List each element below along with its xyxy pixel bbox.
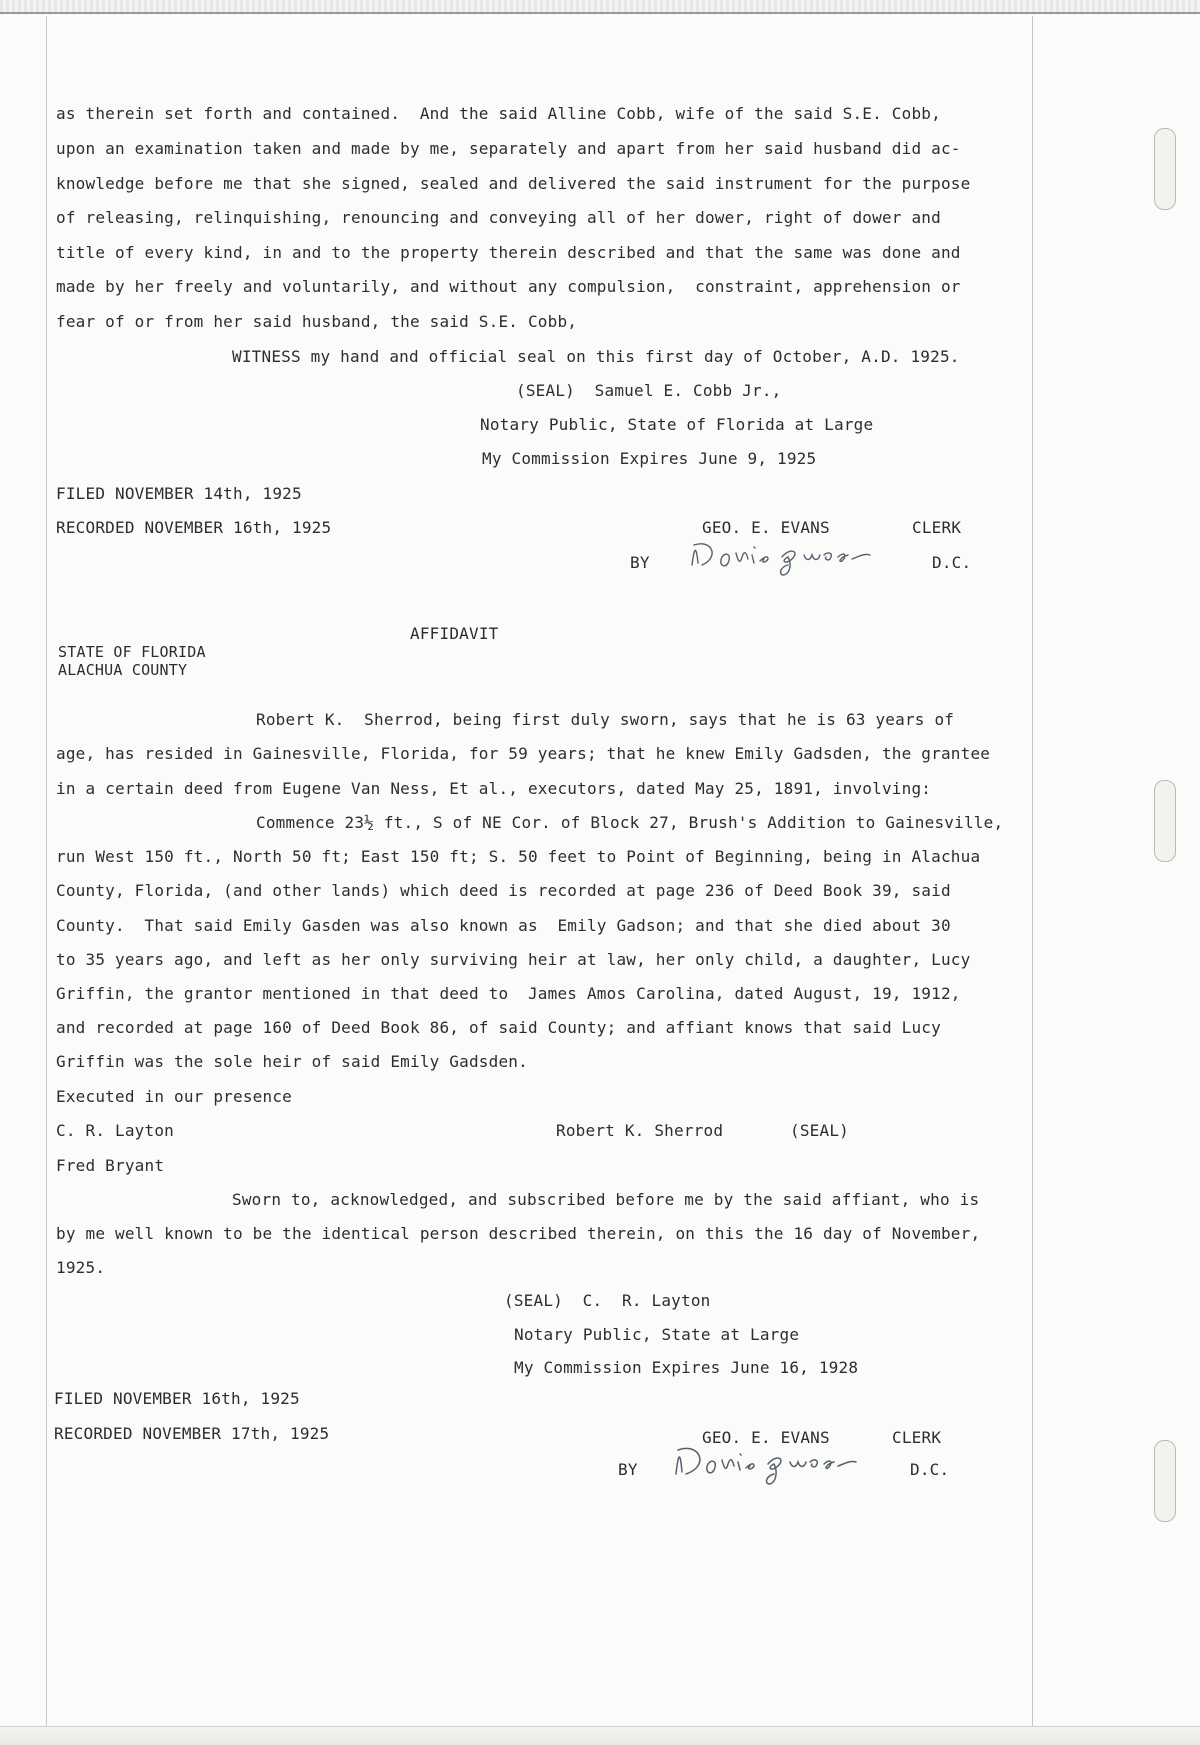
filed-date: FILED NOVEMBER 16th, 1925 xyxy=(54,1389,300,1408)
witness-name: C. R. Layton xyxy=(56,1121,174,1140)
paragraph-line: title of every kind, in and to the property therein described and that the same was done and xyxy=(56,243,961,262)
notary-commission: My Commission Expires June 9, 1925 xyxy=(482,449,817,468)
left-margin-rule xyxy=(46,16,47,1728)
top-border xyxy=(0,0,1200,14)
clerk-title: CLERK xyxy=(892,1428,942,1447)
notary-seal-name: (SEAL) C. R. Layton xyxy=(504,1291,711,1310)
paragraph-line: fear of or from her said husband, the said S.E. Cobb, xyxy=(56,312,578,331)
affiant-seal: (SEAL) xyxy=(790,1121,849,1140)
paragraph-line: made by her freely and voluntarily, and without any compulsion, constraint, apprehension or xyxy=(56,277,961,296)
executed-line: Executed in our presence xyxy=(56,1087,292,1106)
county-label: ALACHUA COUNTY xyxy=(58,661,188,679)
paragraph-line: Griffin was the sole heir of said Emily Gadsden. xyxy=(56,1052,528,1071)
notary-seal-name: (SEAL) Samuel E. Cobb Jr., xyxy=(516,381,782,400)
notary-commission: My Commission Expires June 16, 1928 xyxy=(514,1358,859,1377)
paragraph-line: Robert K. Sherrod, being first duly sworn, says that he is 63 years of xyxy=(256,710,955,729)
handwritten-signature xyxy=(670,1440,870,1492)
affidavit-heading: AFFIDAVIT xyxy=(410,624,499,643)
paragraph-line: and recorded at page 160 of Deed Book 86, of said County; and affiant knows that said Lucy xyxy=(56,1018,941,1037)
page-bottom-edge xyxy=(0,1726,1200,1745)
notary-title: Notary Public, State at Large xyxy=(514,1325,800,1344)
by-label: BY xyxy=(618,1460,638,1479)
paragraph-line: County, Florida, (and other lands) which deed is recorded at page 236 of Deed Book 39, said xyxy=(56,881,951,900)
paragraph-line: age, has resided in Gainesville, Florida, for 59 years; that he knew Emily Gadsden, the grantee xyxy=(56,744,991,763)
jurat-line: 1925. xyxy=(56,1258,106,1277)
notary-title: Notary Public, State of Florida at Large xyxy=(480,415,874,434)
right-margin-rule xyxy=(1032,16,1033,1728)
clerk-title: CLERK xyxy=(912,518,962,537)
handwritten-signature xyxy=(686,535,886,579)
punch-hole-icon xyxy=(1154,128,1176,210)
paragraph-line: Griffin, the grantor mentioned in that deed to James Amos Carolina, dated August, 19, 1912, xyxy=(56,984,961,1003)
punch-hole-icon xyxy=(1154,1440,1176,1522)
paragraph-line: of releasing, relinquishing, renouncing and conveying all of her dower, right of dower and xyxy=(56,208,941,227)
paragraph-line: upon an examination taken and made by me, separately and apart from her said husband did ac- xyxy=(56,139,961,158)
recorded-date: RECORDED NOVEMBER 17th, 1925 xyxy=(54,1424,330,1443)
deputy-clerk-label: D.C. xyxy=(910,1460,950,1479)
affiant-name: Robert K. Sherrod xyxy=(556,1121,724,1140)
paragraph-line: Commence 23½ ft., S of NE Cor. of Block 27, Brush's Addition to Gainesville, xyxy=(256,813,1004,832)
paragraph-line: knowledge before me that she signed, sealed and delivered the said instrument for the purpose xyxy=(56,174,971,193)
paragraph-line: run West 150 ft., North 50 ft; East 150 ft; S. 50 feet to Point of Beginning, being in Alachua xyxy=(56,847,981,866)
paragraph-line: in a certain deed from Eugene Van Ness, Et al., executors, dated May 25, 1891, involving: xyxy=(56,779,932,798)
filed-date: FILED NOVEMBER 14th, 1925 xyxy=(56,484,302,503)
recorded-date: RECORDED NOVEMBER 16th, 1925 xyxy=(56,518,332,537)
deputy-clerk-label: D.C. xyxy=(932,553,972,572)
clerk-name: GEO. E. EVANS xyxy=(702,518,830,537)
paragraph-line: to 35 years ago, and left as her only surviving heir at law, her only child, a daughter, Lucy xyxy=(56,950,971,969)
paragraph-line: as therein set forth and contained. And the said Alline Cobb, wife of the said S.E. Cobb, xyxy=(56,104,941,123)
jurat-line: by me well known to be the identical person described therein, on this the 16 day of November, xyxy=(56,1224,981,1243)
witness-line: WITNESS my hand and official seal on this first day of October, A.D. 1925. xyxy=(232,347,960,366)
punch-hole-icon xyxy=(1154,780,1176,862)
witness-name: Fred Bryant xyxy=(56,1156,165,1175)
state-label: STATE OF FLORIDA xyxy=(58,643,206,661)
jurat-line: Sworn to, acknowledged, and subscribed before me by the said affiant, who is xyxy=(232,1190,980,1209)
by-label: BY xyxy=(630,553,650,572)
paragraph-line: County. That said Emily Gasden was also known as Emily Gadson; and that she died about 30 xyxy=(56,916,951,935)
clerk-name: GEO. E. EVANS xyxy=(702,1428,830,1447)
